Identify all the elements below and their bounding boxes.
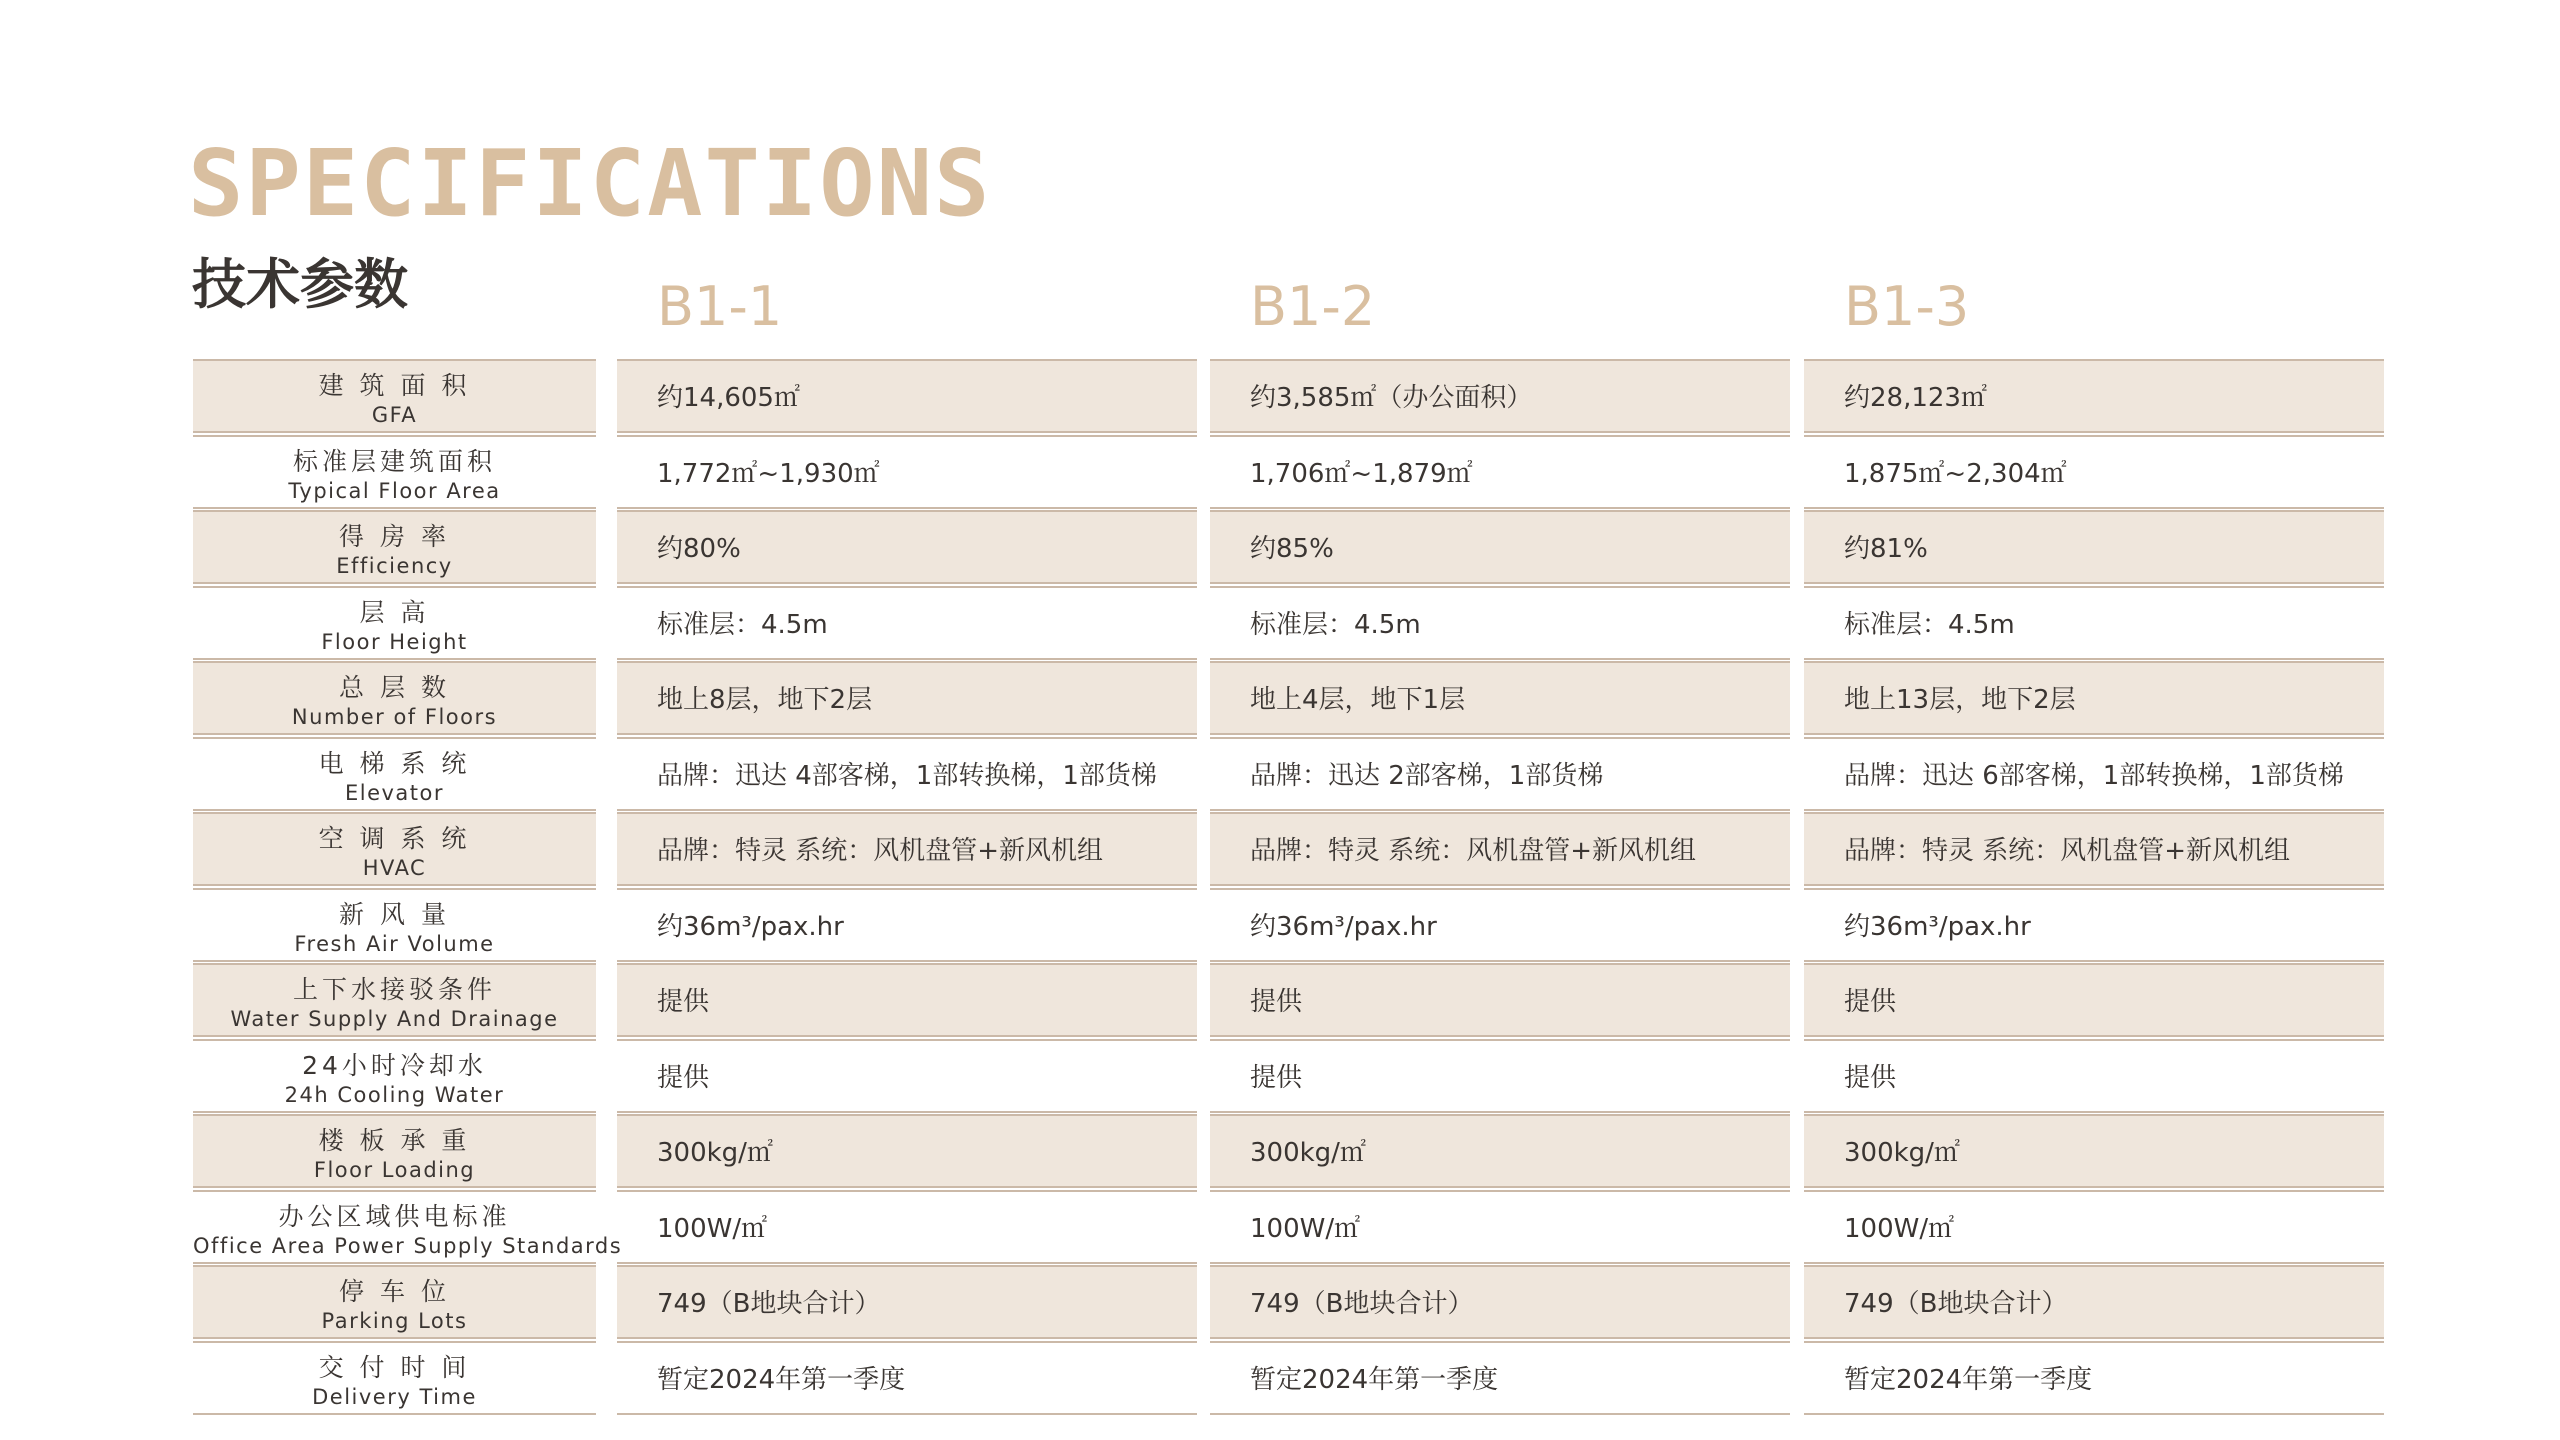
value-cell-b1-1	[617, 661, 1197, 735]
value-cell-b1-2	[1210, 1190, 1790, 1264]
value-cell-b1-1	[617, 812, 1197, 886]
value-cell-b1-3	[1804, 737, 2384, 811]
value-text: 约3,585㎡（办公面积）	[1250, 383, 1533, 413]
value-text: 100W/㎡	[1844, 1214, 1955, 1244]
row-label-cn: 总 层 数	[339, 673, 450, 702]
row-label	[193, 510, 596, 584]
value-cell-b1-2	[1210, 435, 1790, 509]
row-label	[193, 359, 596, 433]
value-cell-b1-2	[1210, 888, 1790, 962]
column-header-b1-2: B1-2	[1250, 275, 1376, 338]
row-label-cn: 新 风 量	[339, 900, 450, 929]
row-label	[193, 1341, 596, 1415]
value-text: 300kg/㎡	[1844, 1138, 1960, 1168]
row-label-cn: 停 车 位	[339, 1277, 450, 1306]
value-text: 品牌：迅达 2部客梯，1部货梯	[1250, 761, 1604, 791]
value-text: 地上13层，地下2层	[1844, 685, 2076, 715]
value-text: 品牌：特灵 系统：风机盘管+新风机组	[1844, 836, 2291, 866]
row-label	[193, 1039, 596, 1113]
value-text: 300kg/㎡	[657, 1138, 773, 1168]
row-label-en: Parking Lots	[321, 1309, 468, 1333]
value-text: 749（B地块合计）	[1844, 1289, 2068, 1319]
value-text: 品牌：特灵 系统：风机盘管+新风机组	[657, 836, 1104, 866]
value-cell-b1-1	[617, 435, 1197, 509]
row-label-cn: 交 付 时 间	[318, 1353, 471, 1382]
row-label-cn: 标准层建筑面积	[292, 447, 496, 476]
value-text: 标准层：4.5m	[657, 610, 828, 640]
value-cell-b1-1	[617, 737, 1197, 811]
value-text: 标准层：4.5m	[1844, 610, 2015, 640]
value-cell-b1-3	[1804, 1265, 2384, 1339]
value-cell-b1-2	[1210, 586, 1790, 660]
value-cell-b1-2	[1210, 359, 1790, 433]
row-label-cn: 空 调 系 统	[318, 824, 471, 853]
value-cell-b1-2	[1210, 1341, 1790, 1415]
value-text: 约36m³/pax.hr	[1844, 912, 2031, 942]
row-label-en: Efficiency	[336, 554, 453, 578]
value-cell-b1-2	[1210, 737, 1790, 811]
value-text: 约85%	[1250, 534, 1334, 564]
value-text: 提供	[657, 987, 710, 1017]
row-label-cn: 办公区域供电标准	[278, 1202, 511, 1231]
value-text: 提供	[1844, 987, 1897, 1017]
row-label	[193, 963, 596, 1037]
row-label-cn: 得 房 率	[339, 522, 450, 551]
value-cell-b1-2	[1210, 1039, 1790, 1113]
row-label-en: Floor Height	[321, 630, 468, 654]
value-text: 品牌：迅达 4部客梯，1部转换梯，1部货梯	[657, 761, 1157, 791]
value-cell-b1-3	[1804, 359, 2384, 433]
row-label-en: Number of Floors	[291, 705, 498, 729]
page-title-cn: 技术参数	[192, 253, 408, 316]
value-cell-b1-3	[1804, 1190, 2384, 1264]
value-text: 品牌：迅达 6部客梯，1部转换梯，1部货梯	[1844, 761, 2344, 791]
value-text: 1,772㎡~1,930㎡	[657, 459, 880, 489]
value-cell-b1-1	[617, 510, 1197, 584]
value-text: 标准层：4.5m	[1250, 610, 1421, 640]
row-label-en: Elevator	[344, 781, 445, 805]
value-text: 749（B地块合计）	[1250, 1289, 1474, 1319]
column-header-b1-1: B1-1	[657, 275, 783, 338]
row-label-cn: 建 筑 面 积	[318, 371, 471, 400]
row-label-en: Floor Loading	[313, 1158, 476, 1182]
value-text: 100W/㎡	[657, 1214, 768, 1244]
row-label-en: GFA	[371, 403, 418, 427]
row-label-cn: 电 梯 系 统	[318, 749, 471, 778]
row-label	[193, 888, 596, 962]
value-cell-b1-1	[617, 1265, 1197, 1339]
value-cell-b1-3	[1804, 510, 2384, 584]
row-label	[193, 435, 596, 509]
row-label-cn: 上下水接驳条件	[292, 975, 496, 1004]
value-cell-b1-3	[1804, 1341, 2384, 1415]
value-cell-b1-2	[1210, 812, 1790, 886]
value-text: 约36m³/pax.hr	[657, 912, 844, 942]
value-cell-b1-1	[617, 888, 1197, 962]
value-text: 地上8层，地下2层	[657, 685, 873, 715]
value-text: 提供	[1250, 1063, 1303, 1093]
value-cell-b1-3	[1804, 1114, 2384, 1188]
value-cell-b1-2	[1210, 1114, 1790, 1188]
row-label	[193, 812, 596, 886]
row-label-en: HVAC	[362, 856, 427, 880]
value-cell-b1-3	[1804, 586, 2384, 660]
value-text: 1,706㎡~1,879㎡	[1250, 459, 1473, 489]
value-text: 约81%	[1844, 534, 1928, 564]
value-cell-b1-3	[1804, 963, 2384, 1037]
value-text: 提供	[1250, 987, 1303, 1017]
value-cell-b1-2	[1210, 661, 1790, 735]
value-text: 1,875㎡~2,304㎡	[1844, 459, 2067, 489]
value-cell-b1-2	[1210, 510, 1790, 584]
value-cell-b1-3	[1804, 812, 2384, 886]
row-label	[193, 1190, 623, 1264]
value-cell-b1-1	[617, 1114, 1197, 1188]
value-cell-b1-1	[617, 1190, 1197, 1264]
value-text: 提供	[1844, 1063, 1897, 1093]
value-cell-b1-1	[617, 359, 1197, 433]
row-label	[193, 1114, 596, 1188]
value-text: 暂定2024年第一季度	[657, 1365, 906, 1395]
value-text: 100W/㎡	[1250, 1214, 1361, 1244]
value-text: 暂定2024年第一季度	[1844, 1365, 2093, 1395]
row-label-cn: 层 高	[359, 598, 430, 627]
value-text: 提供	[657, 1063, 710, 1093]
value-text: 约80%	[657, 534, 741, 564]
value-cell-b1-3	[1804, 661, 2384, 735]
row-label	[193, 586, 596, 660]
value-cell-b1-3	[1804, 888, 2384, 962]
value-text: 品牌：特灵 系统：风机盘管+新风机组	[1250, 836, 1697, 866]
value-text: 约28,123㎡	[1844, 383, 1987, 413]
page-title-en: SPECIFICATIONS	[188, 130, 992, 237]
row-label-en: Typical Floor Area	[288, 479, 501, 503]
row-label-en: Delivery Time	[312, 1385, 477, 1409]
row-label-en: Fresh Air Volume	[294, 932, 495, 956]
value-cell-b1-1	[617, 586, 1197, 660]
value-cell-b1-1	[617, 1039, 1197, 1113]
row-label-en: Water Supply And Drainage	[230, 1007, 559, 1031]
value-text: 地上4层，地下1层	[1250, 685, 1466, 715]
row-label	[193, 661, 596, 735]
row-label-cn: 24小时冷却水	[302, 1051, 487, 1080]
row-label-cn: 楼 板 承 重	[318, 1126, 471, 1155]
row-label	[193, 737, 596, 811]
value-cell-b1-3	[1804, 435, 2384, 509]
value-cell-b1-3	[1804, 1039, 2384, 1113]
column-header-b1-3: B1-3	[1844, 275, 1970, 338]
row-label-en: Office Area Power Supply Standards	[193, 1234, 623, 1258]
value-text: 暂定2024年第一季度	[1250, 1365, 1499, 1395]
row-label-en: 24h Cooling Water	[284, 1083, 505, 1107]
value-text: 749（B地块合计）	[657, 1289, 881, 1319]
value-text: 约36m³/pax.hr	[1250, 912, 1437, 942]
value-text: 约14,605㎡	[657, 383, 800, 413]
value-cell-b1-2	[1210, 963, 1790, 1037]
value-cell-b1-1	[617, 963, 1197, 1037]
value-cell-b1-2	[1210, 1265, 1790, 1339]
value-cell-b1-1	[617, 1341, 1197, 1415]
row-label	[193, 1265, 596, 1339]
value-text: 300kg/㎡	[1250, 1138, 1366, 1168]
